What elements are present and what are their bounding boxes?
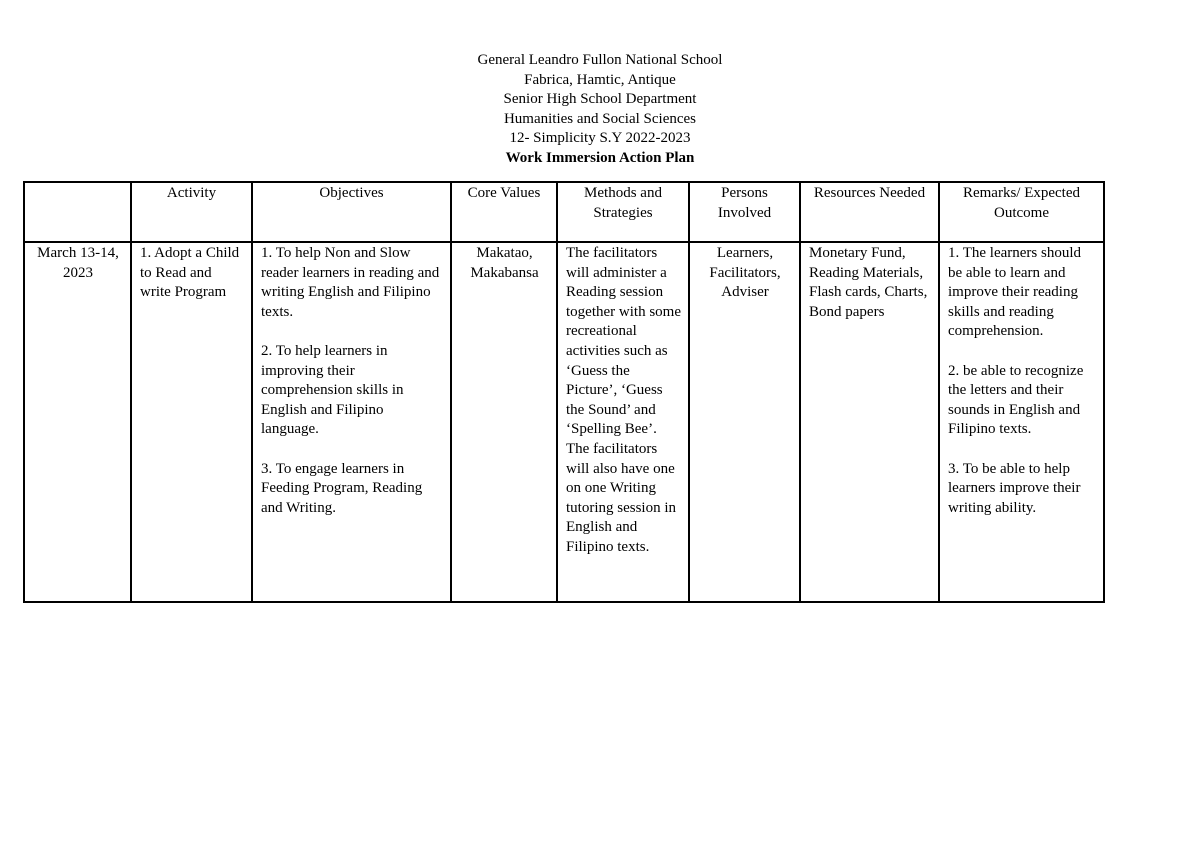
- remark-item: 2. be able to recognize the letters and their sounds in English and Filipino texts.: [948, 362, 1084, 438]
- cell-date: March 13-14, 2023: [24, 242, 131, 602]
- objective-item: 1. To help Non and Slow reader learners in reading and writing English and Filipino texts.: [261, 245, 440, 320]
- column-header-resources: Resources Needed: [800, 182, 939, 242]
- column-header-core-values: Core Values: [451, 182, 557, 242]
- section-school-year: 12- Simplicity S.Y 2022-2023: [509, 130, 691, 147]
- column-header-date: [24, 182, 131, 242]
- school-address: Fabrica, Hamtic, Antique: [524, 71, 676, 88]
- cell-activity: 1. Adopt a Child to Read and write Program: [131, 242, 252, 602]
- cell-remarks: [939, 242, 1104, 602]
- table-header-row: [24, 182, 1104, 242]
- document-header: [0, 51, 1200, 169]
- column-header-activity: Activity: [131, 182, 252, 242]
- cell-core-values: Makatao, Makabansa: [451, 242, 557, 602]
- action-plan-table: [23, 181, 1105, 603]
- column-header-remarks: Remarks/ Expected Outcome: [939, 182, 1104, 242]
- objective-item: 3. To engage learners in Feeding Program, Reading and Writing.: [261, 460, 423, 516]
- document-title: Work Immersion Action Plan: [505, 149, 695, 166]
- column-header-objectives: Objectives: [252, 182, 451, 242]
- objective-item: 2. To help learners in improving their comprehension skills in English and Filipino language.: [261, 342, 404, 438]
- remark-item: 3. To be able to help learners improve their writing ability.: [948, 460, 1081, 516]
- cell-resources: Monetary Fund, Reading Materials, Flash cards, Charts, Bond papers: [800, 242, 939, 602]
- department-name: Senior High School Department: [503, 91, 697, 108]
- strand-name: Humanities and Social Sciences: [503, 110, 697, 127]
- remark-item: 1. The learners should be able to learn and improve their reading skills and reading comprehension.: [948, 245, 1082, 340]
- cell-objectives: [252, 242, 451, 602]
- column-header-persons: Persons Involved: [689, 182, 800, 242]
- table-row: [24, 242, 1104, 602]
- cell-persons: Learners, Facilitators, Adviser: [689, 242, 800, 602]
- school-name: General Leandro Fullon National School: [477, 52, 723, 68]
- column-header-methods: Methods and Strategies: [557, 182, 689, 242]
- cell-methods: The facilitators will administer a Reading session together with some recreational activities such as ‘Guess the Picture’, ‘Guess the Sound’ and ‘Spelling Bee’. The facilitators will also have one on one Writing tutoring session in English and Filipino texts.: [557, 242, 689, 602]
